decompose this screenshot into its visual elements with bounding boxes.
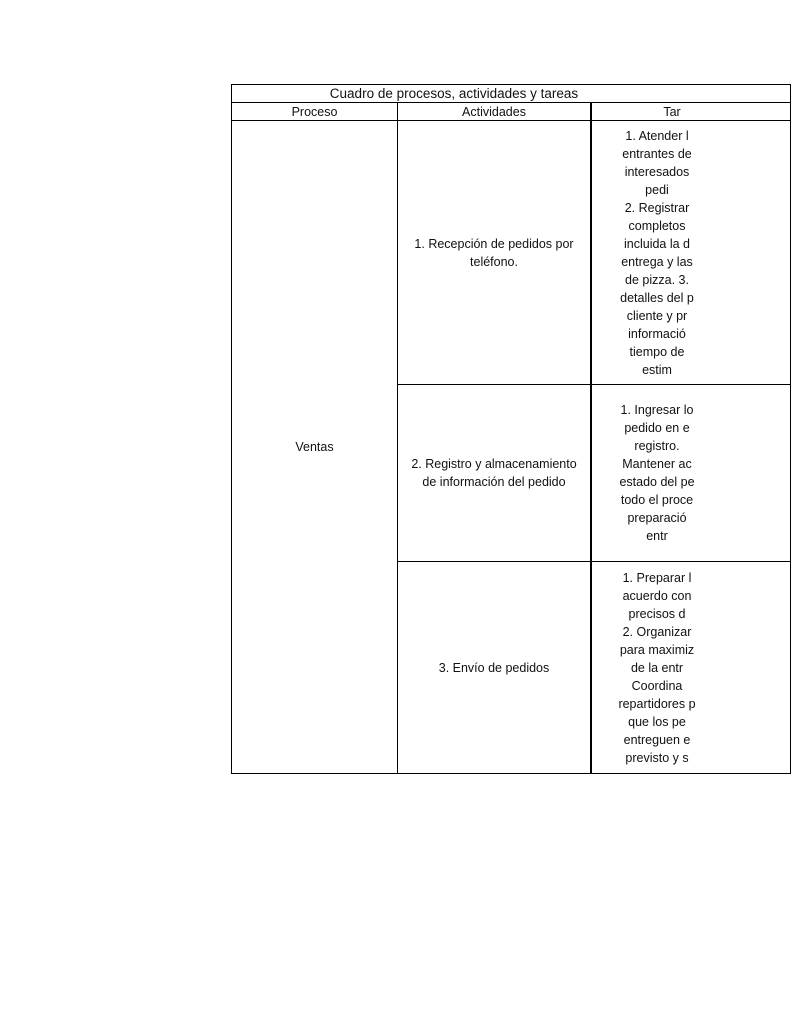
- header-proceso: [231, 102, 398, 121]
- actividad-text: 1. Recepción de pedidos por teléfono.: [414, 236, 574, 269]
- actividad-cell-2: [397, 384, 591, 562]
- tareas-text: 1. Preparar l acuerdo con precisos d 2. Organizar para maximiz de la entr Coordina repartidores p que los pe entreguen e previsto y s: [618, 570, 696, 765]
- process-table: [231, 84, 696, 775]
- tareas-text: 1. Atender l entrantes de interesados pedi 2. Registrar completos incluida la d entrega y las de pizza. 3. detalles del p cliente y pr informació tiempo de estim: [620, 128, 694, 377]
- tareas-cell-2: [590, 384, 791, 562]
- actividad-text: 2. Registro y almacenamiento de información del pedido: [411, 457, 577, 489]
- actividad-cell-1: [397, 120, 591, 385]
- tareas-text: 1. Ingresar lo pedido en e registro. Mantener ac estado del pe todo el proce preparació entr: [619, 403, 695, 543]
- header-actividades-label: Actividades: [462, 104, 526, 119]
- header-actividades: [397, 102, 591, 121]
- actividad-cell-3: [397, 561, 591, 774]
- actividad-text: 3. Envío de pedidos: [438, 660, 550, 675]
- header-tareas-label: Tar: [663, 104, 681, 119]
- proceso-cell: [231, 120, 398, 774]
- tareas-cell-3: [590, 561, 791, 774]
- header-proceso-label: Proceso: [291, 104, 338, 119]
- proceso-value: Ventas: [295, 440, 334, 454]
- process-table-grid: [231, 84, 791, 774]
- table-title: Cuadro de procesos, actividades y tareas: [329, 85, 579, 101]
- header-tareas: [590, 102, 791, 121]
- tareas-cell-1: [590, 120, 791, 385]
- table-title-cell: [231, 84, 791, 103]
